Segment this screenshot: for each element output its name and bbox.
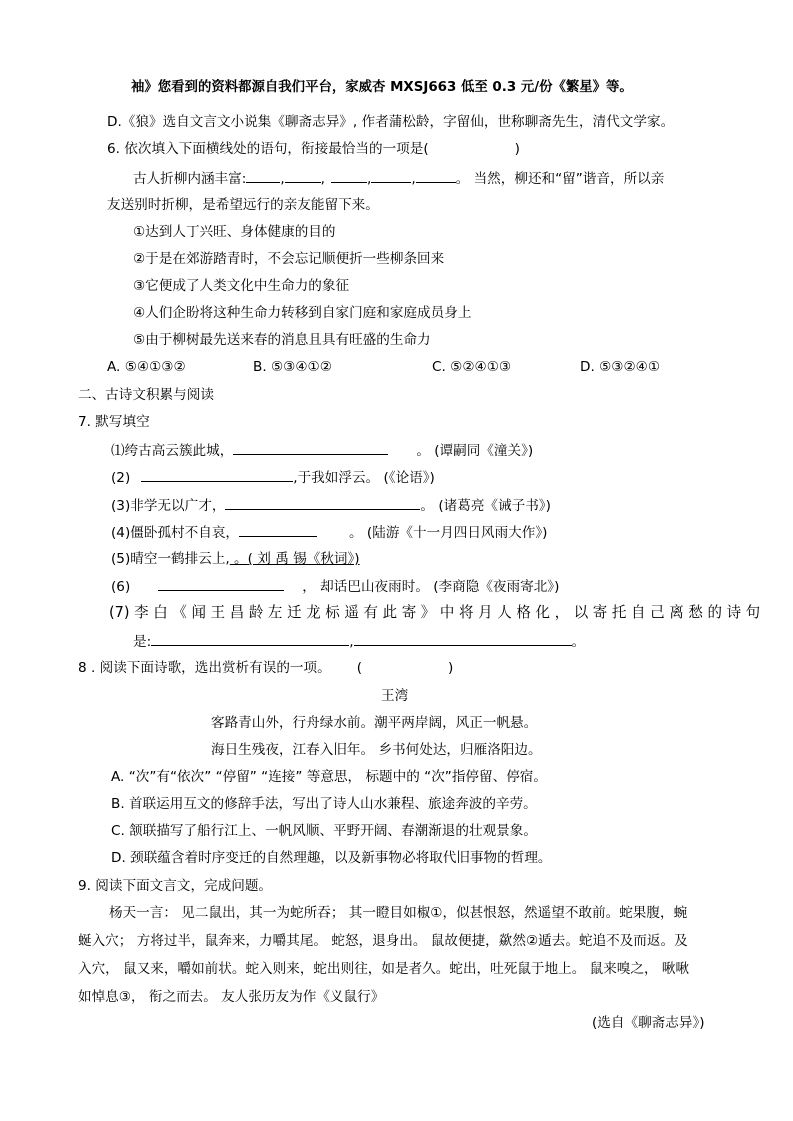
q6-stem	[107, 139, 520, 159]
q7-l2-pre: (2)	[111, 470, 131, 486]
q9-passage-line: 杨天一言： 见二鼠出，其一为蛇所吞； 其一瞪目如椒①，似甚恨怒，然遥望不敢前。蛇果腹，蜿	[109, 905, 688, 921]
q9-source: (选自《聊斋志异》)	[592, 1015, 705, 1031]
q6-item: ④人们企盼将这种生命力转移到自家门庭和家庭成员身上	[133, 305, 472, 321]
q6-blank-sep: ,	[411, 171, 416, 187]
q9-passage-line: 如悼息③， 衔之而去。 友人张历友为作《义鼠行》	[78, 989, 385, 1005]
q6-blank-sep: ,	[280, 171, 285, 187]
q7-title: 7. 默写填空	[78, 414, 150, 430]
q6-item: ②于是在郊游踏青时，不会忘记顺便折一些柳条回来	[133, 251, 445, 267]
poem-line: 客路青山外，行舟绿水前。潮平两岸阔，风正一帆悬。	[211, 715, 538, 731]
q6-blank-4[interactable]	[371, 168, 411, 183]
q8-option-d[interactable]: D. 颈联蕴含着时序变迁的自然理趣，以及新事物必将取代旧事物的哲理。	[111, 850, 552, 866]
q7-blank-7a[interactable]	[151, 631, 349, 646]
q7-line-3	[111, 495, 551, 516]
q7-blank-6[interactable]	[158, 576, 284, 591]
q8-option-c[interactable]: C. 颔联描写了船行江上、一帆风顺、平野开阔、春潮渐退的壮观景象。	[111, 823, 537, 839]
promo-header: 袖》您看到的资料都源自我们平台，家威杏 MXSJ663 低至 0.3 元/份《繁星》等。	[131, 80, 633, 95]
q8-stem-text: 8 . 阅读下面诗歌，选出赏析有误的一项。	[78, 660, 331, 676]
q6-item: ③它便成了人类文化中生命力的象征	[133, 278, 350, 294]
q8-option-b[interactable]: B. 首联运用互文的修辞手法，写出了诗人山水兼程、旅途奔波的辛劳。	[111, 796, 537, 812]
q7-l7-end: 。	[571, 634, 586, 650]
q7-blank-4[interactable]	[239, 522, 317, 537]
q7-blank-3[interactable]	[225, 495, 420, 510]
q7-l1-pre: ⑴绔古高云簇此城，	[111, 443, 234, 459]
q7-l4-post: 。 (陆游《十一月四日风雨大作》)	[349, 525, 548, 541]
q6-blank-2[interactable]	[285, 168, 321, 183]
q6-blank-5[interactable]	[416, 168, 456, 183]
q6-blank-sep: ,	[320, 171, 325, 187]
q7-line-5	[111, 549, 360, 569]
q7-line-6	[111, 576, 559, 597]
q9-passage-line: 入穴， 鼠又来，嚼如前状。蛇入则来，蛇出则往，如是者久。蛇出，吐死鼠于地上。 鼠来嗅之， 啾啾	[78, 961, 690, 977]
q6-option-c[interactable]: C. ⑤②④①③	[432, 359, 512, 375]
q7-l6-post: ， 却话巴山夜雨时。 (李商隐《夜雨寄北》)	[302, 579, 560, 595]
q7-line-4	[111, 522, 547, 543]
q6-passage-lead: 古人折柳内涵丰富:	[133, 171, 247, 187]
q5-option-d: D.《狼》选自文言文小说集《聊斋志异》, 作者蒲松龄，字留仙，世称聊斋先生，清代文学家。	[107, 114, 675, 130]
q9-passage-line: 蜒入穴； 方将过半，鼠奔来，力嚼其尾。 蛇怒，退身出。 鼠故便捷，歘然②遁去。蛇追不及而返。及	[78, 933, 688, 949]
section-2-title: 二、古诗文积累与阅读	[78, 387, 214, 403]
q8-paren-open: (	[356, 660, 363, 676]
q7-l2-post: ,于我如浮云。 (《论语》)	[293, 470, 435, 486]
q7-l5-post: ( 刘 禹 锡《秋词》)	[247, 551, 360, 567]
q7-l1-post: 。 (谭嗣同《潼关》)	[416, 443, 534, 459]
q7-l3-post: 。 (诸葛亮《诫子书》)	[420, 498, 551, 514]
q6-passage-line1	[133, 168, 664, 189]
q7-blank-2[interactable]	[141, 467, 293, 482]
poem-title: 王湾	[381, 688, 409, 704]
q6-blank-3[interactable]	[331, 168, 367, 183]
q6-stem-close: )	[514, 141, 520, 157]
q6-option-a[interactable]: A. ⑤④①③②	[107, 359, 186, 375]
poem-line: 海日生残夜，江春入旧年。 乡书何处达，归雁洛阳边。	[211, 742, 542, 758]
q7-l4-pre: (4)僵卧孤村不自哀，	[111, 525, 240, 541]
q7-l6-pre: (6)	[111, 579, 131, 595]
q7-l7-sep: ,	[349, 634, 354, 650]
q8-stem	[78, 658, 453, 678]
q7-blank-7b[interactable]	[354, 631, 572, 646]
q7-blank-5[interactable]: 。	[229, 551, 248, 567]
q6-item: ⑤由于柳树最先送来春的消息且具有旺盛的生命力	[133, 332, 431, 348]
q7-line-2	[111, 467, 435, 488]
q6-item: ①达到人丁兴旺、身体健康的目的	[133, 224, 336, 240]
q8-paren-close: )	[448, 660, 454, 676]
q6-passage-after: 。 当然，柳还和“留”谐音，所以亲	[455, 171, 665, 187]
q7-line-7-answer	[133, 631, 585, 652]
q8-option-a[interactable]: A. “次”有“依次” “停留” “连接” 等意思， 标题中的 “次”指停留、停宿。	[111, 769, 547, 785]
q6-passage-line2: 友送别时折柳，是希望远行的亲友能留下来。	[107, 197, 379, 213]
q7-line-1	[111, 440, 533, 461]
q7-blank-1[interactable]	[233, 440, 388, 455]
q6-blank-1[interactable]	[246, 168, 280, 183]
q7-l7-lead: 是:	[133, 634, 152, 650]
q6-option-b[interactable]: B. ⑤③④①②	[253, 359, 332, 375]
q6-stem-text: 6. 依次填入下面横线处的语句，衔接最恰当的一项是(	[107, 141, 429, 157]
q6-option-d[interactable]: D. ⑤③②④①	[580, 359, 661, 375]
q7-line-7: (7) 李 白 《 闻 王 昌 龄 左 迁 龙 标 遥 有 此 寄 》 中 将 月 人 格 化 ， 以 寄 托 自 己 离 愁 的 诗 句	[109, 604, 761, 621]
q6-blank-sep: ,	[367, 171, 372, 187]
q7-l3-pre: (3)非学无以广才，	[111, 498, 226, 514]
q9-stem: 9. 阅读下面文言文，完成问题。	[78, 878, 273, 894]
q7-l5-pre: (5)晴空一鹤排云上,	[111, 551, 230, 567]
